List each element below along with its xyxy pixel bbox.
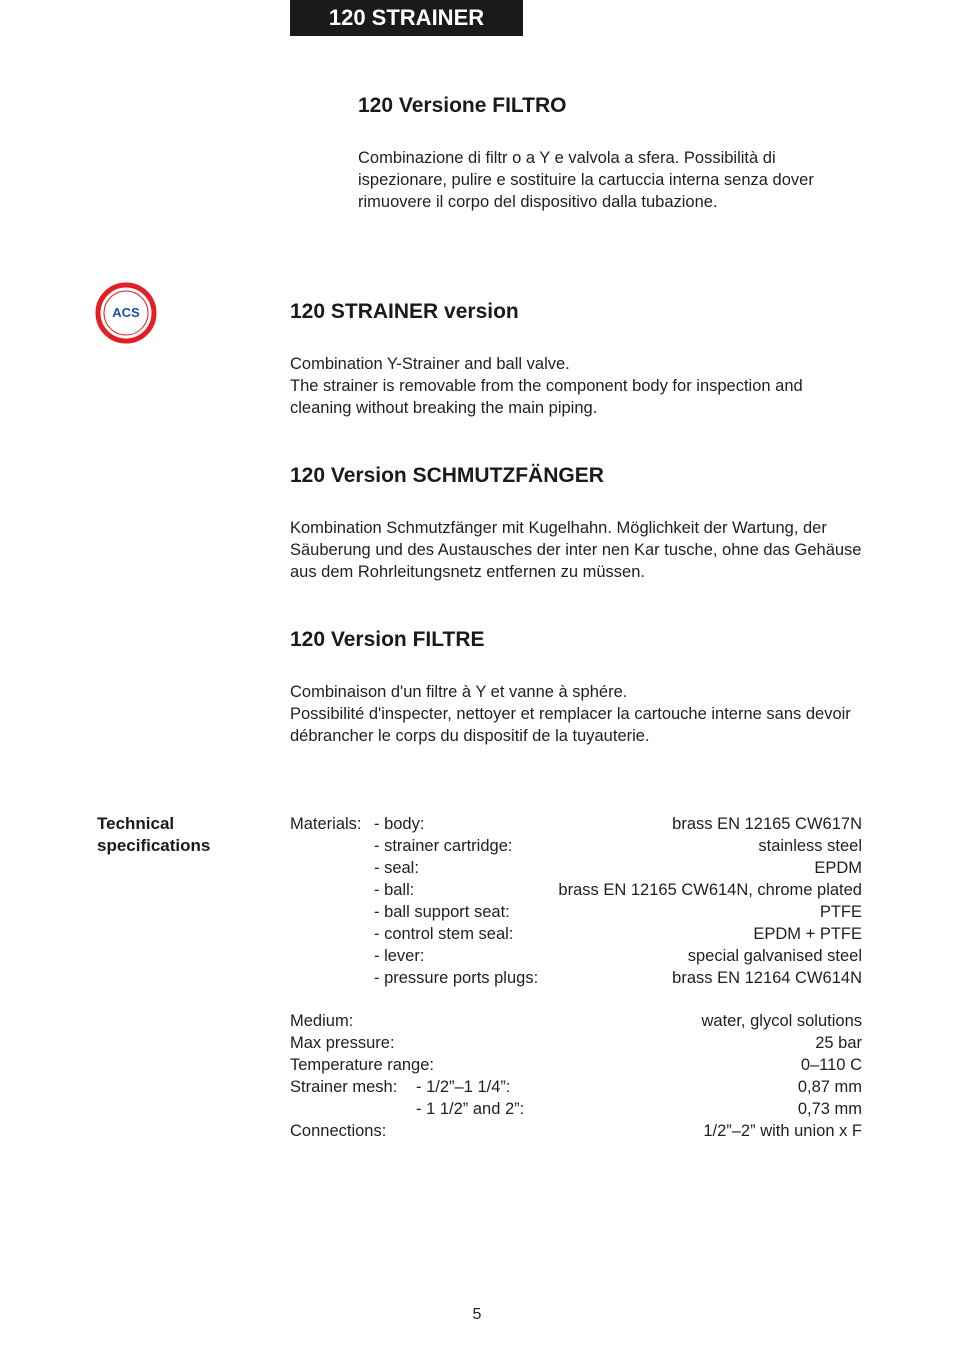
spec-value: brass EN 12164 CW614N (672, 969, 862, 987)
spec-item: - lever: (374, 947, 425, 965)
spec-row (290, 1010, 862, 1032)
technical-specifications-label: Technical specifications (97, 814, 211, 855)
spec-spacer (290, 989, 862, 1010)
spec-value: 1/2”–2” with union x F (703, 1122, 862, 1140)
section-body (290, 517, 863, 583)
section-body (290, 353, 863, 419)
spec-value: 25 bar (815, 1034, 862, 1052)
spec-value: EPDM + PTFE (753, 925, 862, 943)
spec-row (290, 1098, 862, 1120)
spec-row (290, 1120, 862, 1142)
acs-logo-text: ACS (112, 305, 140, 320)
spec-item: - pressure ports plugs: (374, 969, 539, 987)
connections-label: Connections: (290, 1122, 387, 1140)
spec-value: EPDM (814, 859, 862, 877)
spec-value: 0,73 mm (797, 1100, 862, 1118)
spec-value: brass EN 12165 CW614N, chrome plated (558, 881, 862, 899)
strainer-mesh-label: Strainer mesh: (290, 1078, 398, 1096)
spec-value: stainless steel (758, 837, 862, 855)
spec-label: Temperature range: (290, 1056, 434, 1074)
spec-row (290, 1032, 862, 1054)
section-heading: 120 STRAINER version (290, 300, 519, 323)
spec-value: special galvanised steel (687, 947, 862, 965)
spec-row (290, 879, 862, 901)
spec-item: - strainer cartridge: (374, 837, 513, 855)
spec-label: Max pressure: (290, 1034, 395, 1052)
spec-row (290, 813, 862, 835)
section-heading: 120 Version SCHMUTZFÄNGER (290, 464, 604, 487)
spec-row (290, 1076, 862, 1098)
spec-item: - body: (374, 815, 425, 833)
spec-item: - 1 1/2” and 2”: (416, 1100, 525, 1118)
section-paragraph: The strainer is removable from the component body for inspection and cleaning without breaking the main piping. (290, 377, 803, 417)
section-german (290, 464, 863, 583)
section-paragraph: Possibilité d'inspecter, nettoyer et remplacer la cartouche interne sans devoir débrancher le corps du dispositif de la tuyauterie. (290, 705, 851, 745)
section-body (290, 681, 863, 747)
section-italian (358, 94, 863, 213)
spec-label: Medium: (290, 1012, 354, 1030)
spec-item: - 1/2”–1 1/4”: (416, 1078, 511, 1096)
section-paragraph: Combinaison d'un filtre à Y et vanne à sphére. (290, 683, 628, 701)
spec-value: water, glycol solutions (701, 1012, 862, 1030)
spec-row (290, 1054, 862, 1076)
spec-row (290, 901, 862, 923)
spec-value: 0–110 C (800, 1056, 862, 1074)
spec-row (290, 835, 862, 857)
spec-row (290, 923, 862, 945)
section-paragraph: Combination Y-Strainer and ball valve. (290, 355, 570, 373)
spec-row (290, 857, 862, 879)
spec-row (290, 945, 862, 967)
header-title: 120 STRAINER (290, 0, 523, 36)
spec-item: - seal: (374, 859, 419, 877)
section-french (290, 628, 863, 747)
spec-item: - control stem seal: (374, 925, 514, 943)
materials-label: Materials: (290, 815, 362, 833)
spec-item: - ball support seat: (374, 903, 510, 921)
section-body (358, 147, 863, 213)
spec-item: - ball: (374, 881, 415, 899)
page-number: 5 (472, 1306, 482, 1323)
spec-value: 0,87 mm (797, 1078, 862, 1096)
section-heading: 120 Versione FILTRO (358, 94, 567, 117)
section-paragraph: Combinazione di filtr o a Y e valvola a sfera. Possibilità di ispezionare, pulire e sostituire la cartuccia interna senza dover rimuovere il corpo del dispositivo dalla tubazione. (358, 149, 814, 211)
spec-value: PTFE (819, 903, 862, 921)
specifications-table (290, 813, 862, 1142)
section-heading: 120 Version FILTRE (290, 628, 485, 651)
spec-row (290, 967, 862, 989)
section-paragraph: Kombination Schmutzfänger mit Kugelhahn. Möglichkeit der Wartung, der Säuberung und des Austausches der inter nen Kar tusche, ohne das Gehäuse aus dem Rohrleitungsnetz entfernen zu müssen. (290, 519, 862, 581)
spec-value: brass EN 12165 CW617N (672, 815, 862, 833)
acs-certification-logo (95, 282, 157, 344)
section-english (290, 300, 863, 419)
